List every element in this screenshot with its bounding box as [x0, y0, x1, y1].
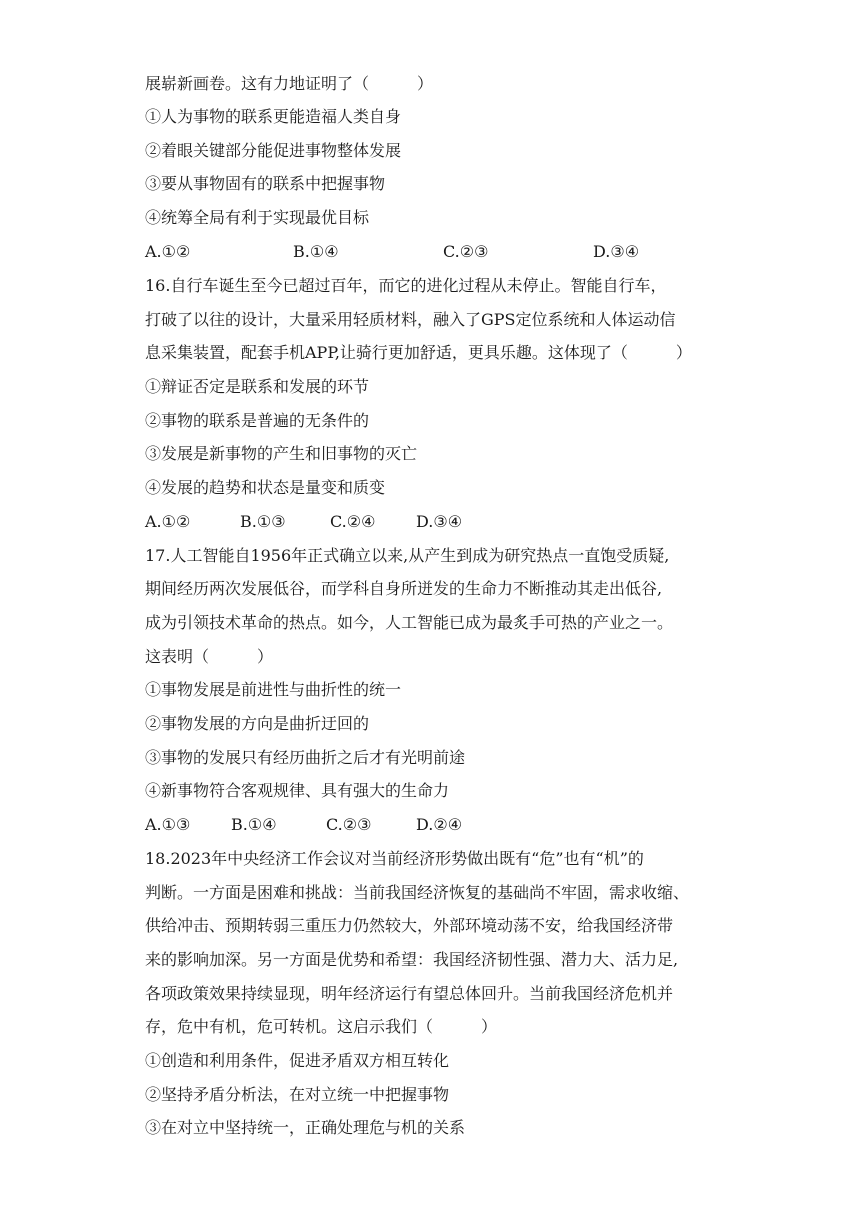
q18-stem-line-5: 各项政策效果持续显现，明年经济运行有望总体回升。当前我国经济危机并 — [145, 984, 674, 1003]
q15-stem-tail: 展崭新画卷。这有力地证明了（ ） — [145, 74, 434, 93]
q16-option-a: A.①② — [145, 512, 191, 531]
q17-option-a: A.①③ — [145, 815, 191, 834]
q16-option-b: B.①③ — [240, 512, 286, 531]
q17-statement-3: ③事物的发展只有经历曲折之后才有光明前途 — [145, 748, 466, 767]
q17-statement-1: ①事物发展是前进性与曲折性的统一 — [145, 680, 402, 699]
q16-option-d: D.③④ — [416, 512, 463, 531]
q15-statement-2: ②着眼关键部分能促进事物整体发展 — [145, 141, 402, 160]
q17-statement-2: ②事物发展的方向是曲折迂回的 — [145, 714, 370, 733]
q15-statement-4: ④统筹全局有利于实现最优目标 — [145, 208, 370, 227]
q16-statement-3: ③发展是新事物的产生和旧事物的灭亡 — [145, 444, 418, 463]
q17-stem-line-1: 17.人工智能自1956年正式确立以来,从产生到成为研究热点一直饱受质疑, — [145, 546, 670, 565]
q16-statement-4: ④发展的趋势和状态是量变和质变 — [145, 478, 386, 497]
q18-stem-line-2: 判断。一方面是困难和挑战：当前我国经济恢复的基础尚不牢固，需求收缩、 — [145, 883, 690, 902]
q18-stem-line-1: 18.2023年中央经济工作会议对当前经济形势做出既有“危”也有“机”的 — [145, 849, 644, 868]
q15-statement-1: ①人为事物的联系更能造福人类自身 — [145, 107, 402, 126]
q17-stem-line-2: 期间经历两次发展低谷，而学科自身所迸发的生命力不断推动其走出低谷, — [145, 579, 663, 598]
q18-stem-line-6: 存，危中有机，危可转机。这启示我们（ ） — [145, 1017, 498, 1036]
q15-option-a: A.①② — [145, 242, 191, 261]
q15-option-d: D.③④ — [593, 242, 640, 261]
q18-statement-3: ③在对立中坚持统一，正确处理危与机的关系 — [145, 1118, 466, 1137]
q18-stem-line-3: 供给冲击、预期转弱三重压力仍然较大，外部环境动荡不安，给我国经济带 — [145, 916, 674, 935]
q16-stem-line-1: 16.自行车诞生至今已超过百年，而它的进化过程从未停止。智能自行车， — [145, 276, 667, 295]
q18-stem-line-4: 来的影响加深。另一方面是优势和希望：我国经济韧性强、潜力大、活力足, — [145, 950, 679, 969]
q16-stem-line-2: 打破了以往的设计，大量采用轻质材料，融入了GPS定位系统和人体运动信 — [145, 310, 676, 329]
q17-option-b: B.①④ — [231, 815, 277, 834]
q17-statement-4: ④新事物符合客观规律、具有强大的生命力 — [145, 781, 450, 800]
q16-stem-line-3: 息采集装置，配套手机APP,让骑行更加舒适，更具乐趣。这体现了（ ） — [145, 343, 692, 362]
q15-option-b: B.①④ — [293, 242, 339, 261]
q17-option-c: C.②③ — [326, 815, 372, 834]
q17-stem-line-4: 这表明（ ） — [145, 647, 274, 666]
q18-statement-2: ②坚持矛盾分析法，在对立统一中把握事物 — [145, 1085, 450, 1104]
q16-statement-1: ①辩证否定是联系和发展的环节 — [145, 377, 370, 396]
q16-statement-2: ②事物的联系是普遍的无条件的 — [145, 411, 370, 430]
q17-option-d: D.②④ — [416, 815, 463, 834]
q18-statement-1: ①创造和利用条件，促进矛盾双方相互转化 — [145, 1051, 450, 1070]
q15-statement-3: ③要从事物固有的联系中把握事物 — [145, 174, 386, 193]
q17-stem-line-3: 成为引领技术革命的热点。如今，人工智能已成为最炙手可热的产业之一。 — [145, 613, 674, 632]
q16-option-c: C.②④ — [330, 512, 376, 531]
q15-option-c: C.②③ — [443, 242, 489, 261]
